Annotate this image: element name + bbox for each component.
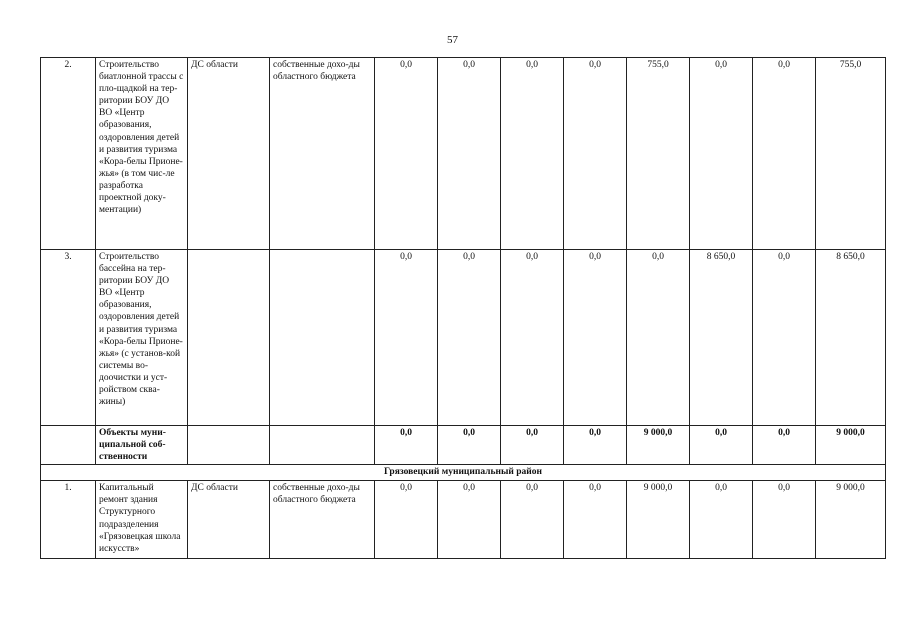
table-row — [41, 58, 886, 250]
value-cell: 9 000,0 — [816, 481, 886, 559]
subtotal-value: 0,0 — [375, 426, 438, 465]
value-cell: 0,0 — [501, 481, 564, 559]
object-name: Строительство биатлонной трассы с пло-щадкой на тер-ритории БОУ ДО ВО «Центр образования, оздоровления детей и развития туризма «Кора-белы Прионе-жья» (в том чис-ле разработка проектной доку-ментации) — [96, 58, 188, 250]
funding-source: собственные дохо-ды областного бюджета — [270, 481, 375, 559]
subtotal-value: 0,0 — [438, 426, 501, 465]
section-title: Грязовецкий муниципальный район — [41, 465, 886, 481]
value-cell: 0,0 — [753, 58, 816, 250]
customer-cell: ДС области — [188, 481, 270, 559]
subtotal-label: Объекты муни-ципальной соб-ственности — [96, 426, 188, 465]
value-cell: 0,0 — [375, 58, 438, 250]
customer-cell — [188, 250, 270, 426]
table-row — [41, 481, 886, 559]
value-cell: 0,0 — [501, 250, 564, 426]
subtotal-row — [41, 426, 886, 465]
funding-source — [270, 250, 375, 426]
value-cell: 0,0 — [375, 250, 438, 426]
budget-table — [40, 57, 886, 559]
value-cell: 0,0 — [690, 481, 753, 559]
value-cell: 0,0 — [564, 250, 627, 426]
row-number: 1. — [41, 481, 96, 559]
funding-source — [270, 426, 375, 465]
page-number: 57 — [447, 34, 458, 46]
value-cell: 0,0 — [501, 58, 564, 250]
value-cell: 0,0 — [753, 250, 816, 426]
value-cell: 0,0 — [690, 58, 753, 250]
row-number: 3. — [41, 250, 96, 426]
value-cell: 755,0 — [627, 58, 690, 250]
section-header-row — [41, 465, 886, 481]
customer-cell: ДС области — [188, 58, 270, 250]
subtotal-value: 0,0 — [690, 426, 753, 465]
value-cell: 0,0 — [627, 250, 690, 426]
value-cell: 0,0 — [375, 481, 438, 559]
table-row — [41, 250, 886, 426]
row-number: 2. — [41, 58, 96, 250]
object-name: Капитальный ремонт здания Структурного подразделения «Грязовецкая школа искусств» — [96, 481, 188, 559]
row-number — [41, 426, 96, 465]
value-cell: 9 000,0 — [627, 481, 690, 559]
subtotal-value: 0,0 — [501, 426, 564, 465]
value-cell: 755,0 — [816, 58, 886, 250]
value-cell: 0,0 — [438, 250, 501, 426]
value-cell: 0,0 — [564, 58, 627, 250]
value-cell: 0,0 — [438, 58, 501, 250]
object-name: Строительство бассейна на тер-ритории БОУ ДО ВО «Центр образования, оздоровления детей и развития туризма «Кора-белы Прионе-жья» (с установ-кой системы во-доочистки и уст-ройством сква-жины) — [96, 250, 188, 426]
value-cell: 0,0 — [564, 481, 627, 559]
value-cell: 8 650,0 — [690, 250, 753, 426]
subtotal-value: 9 000,0 — [627, 426, 690, 465]
subtotal-value: 9 000,0 — [816, 426, 886, 465]
value-cell: 0,0 — [753, 481, 816, 559]
customer-cell — [188, 426, 270, 465]
subtotal-value: 0,0 — [753, 426, 816, 465]
subtotal-value: 0,0 — [564, 426, 627, 465]
value-cell: 0,0 — [438, 481, 501, 559]
funding-source: собственные дохо-ды областного бюджета — [270, 58, 375, 250]
value-cell: 8 650,0 — [816, 250, 886, 426]
